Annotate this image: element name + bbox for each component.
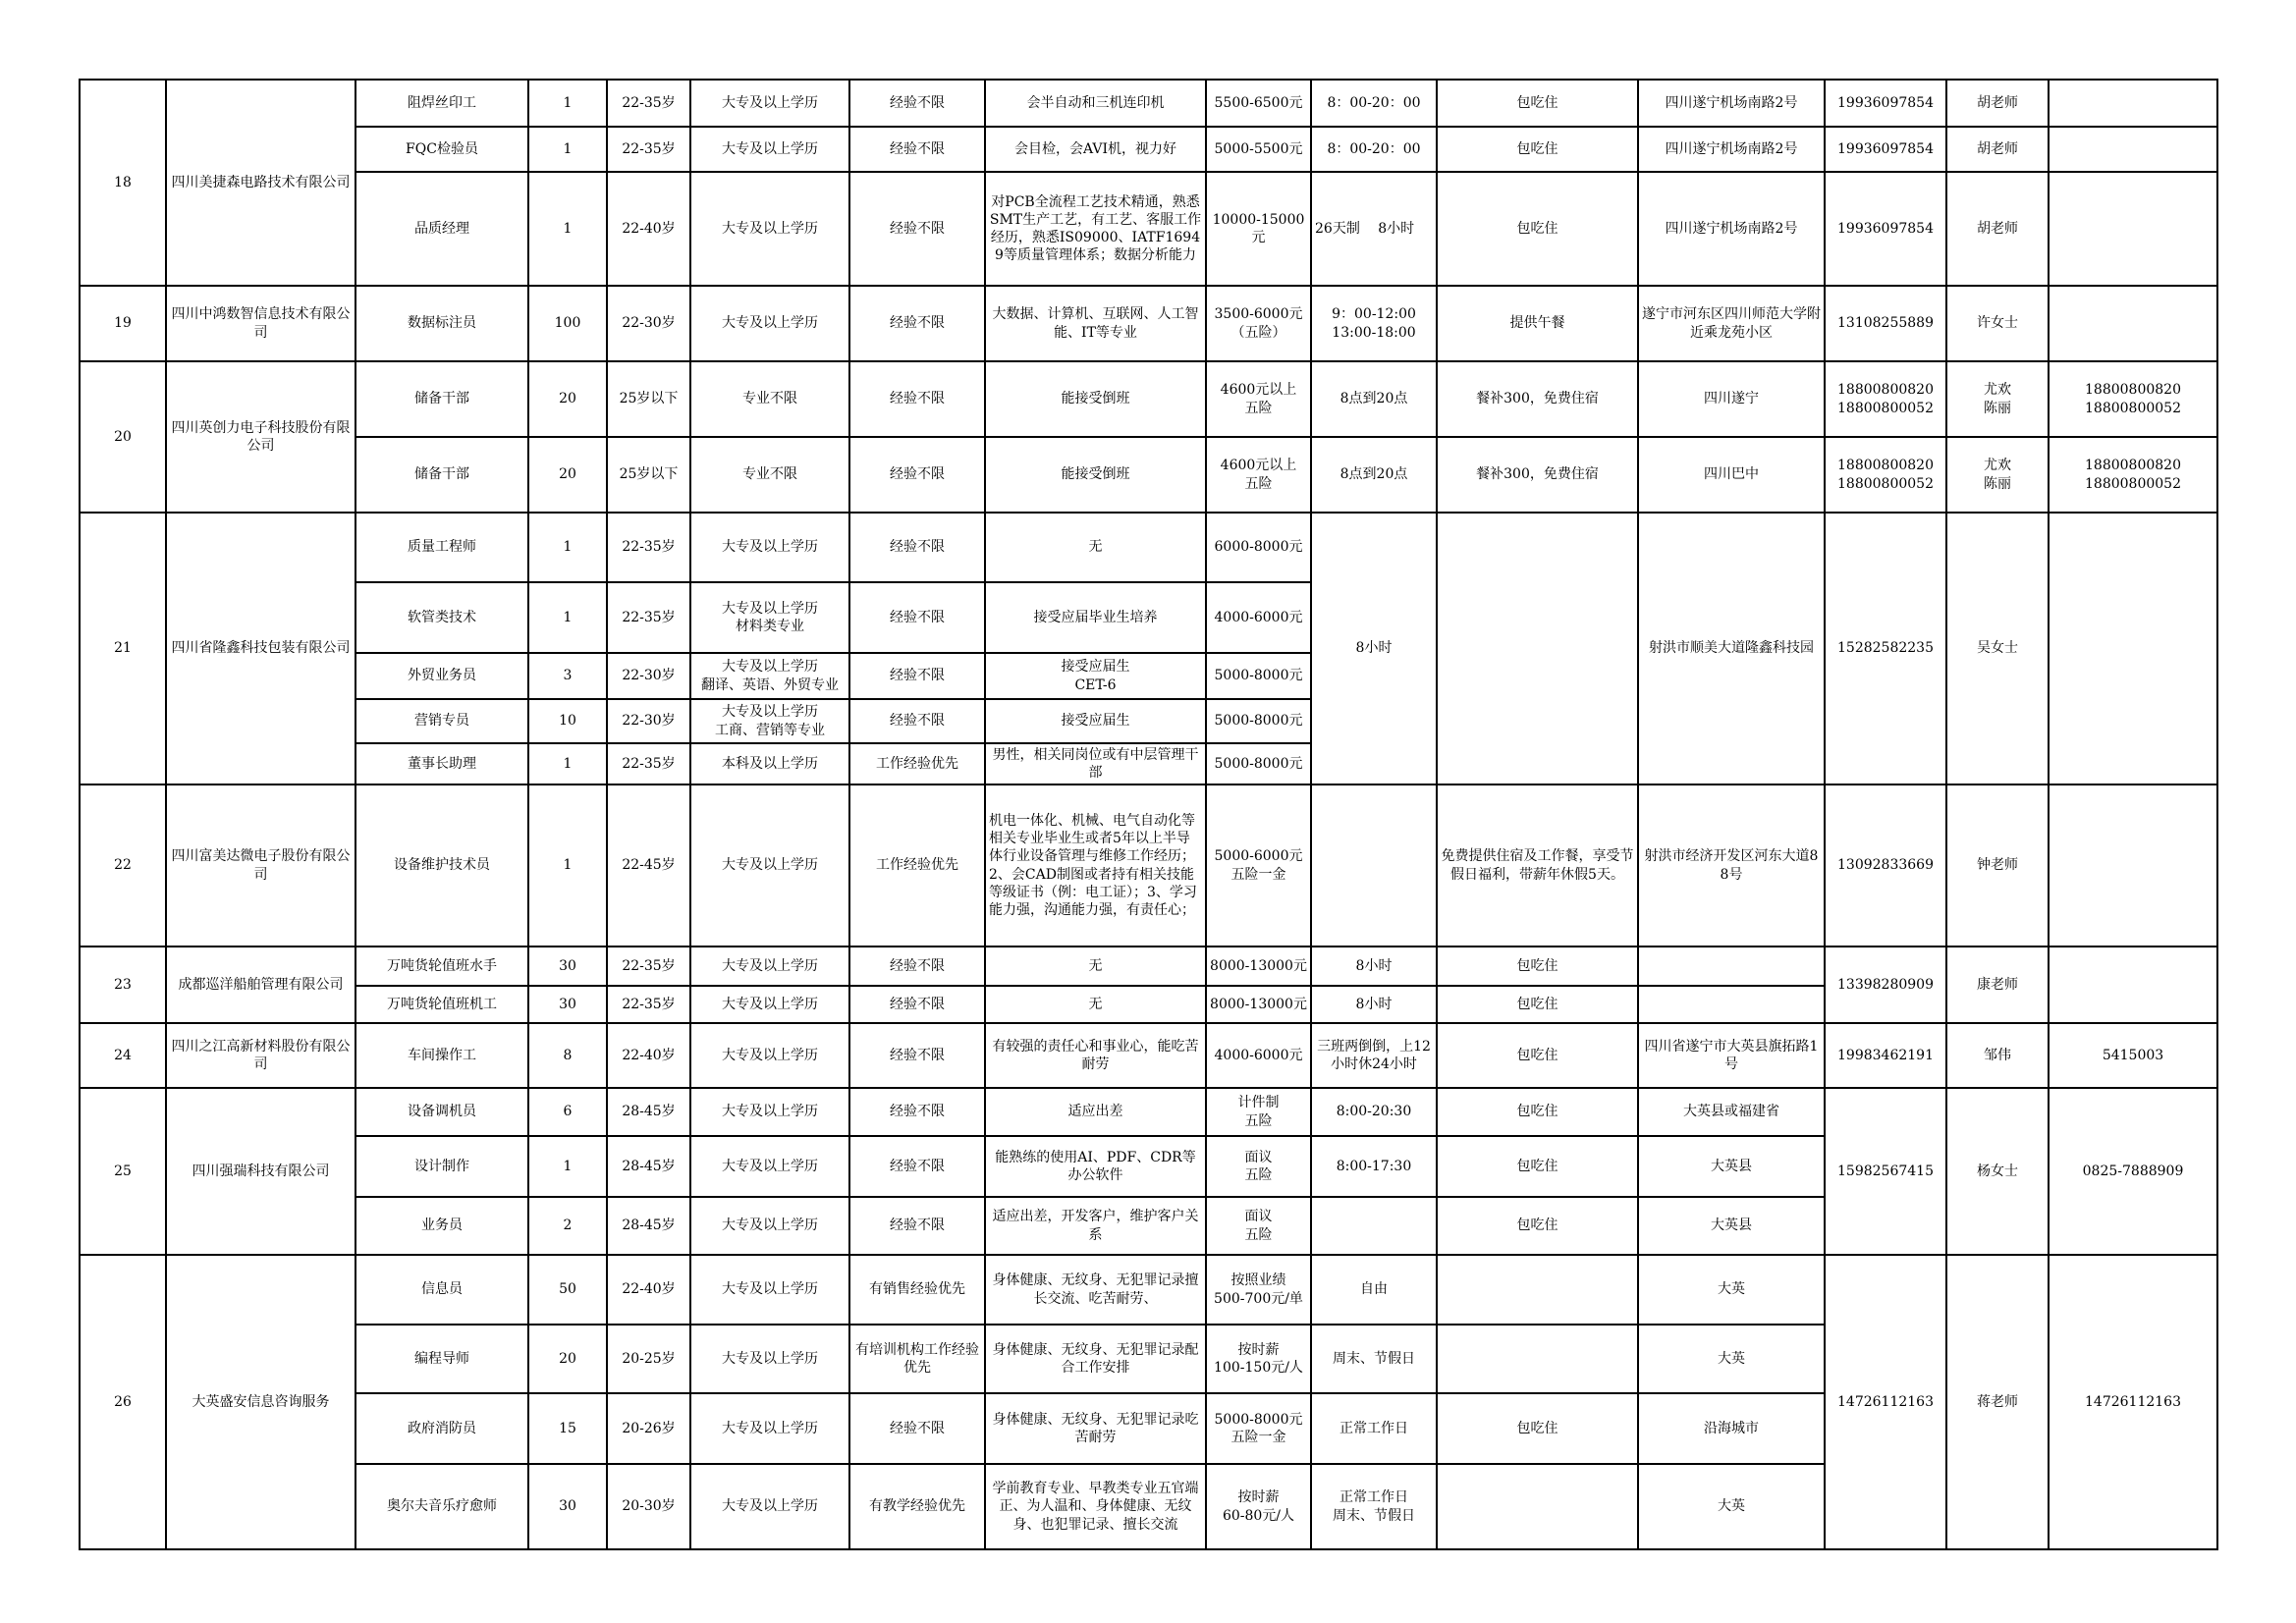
extra-contact: 14726112163 xyxy=(2049,1255,2217,1549)
company-name: 四川英创力电子科技股份有限公司 xyxy=(166,361,355,513)
extra-contact xyxy=(2049,784,2217,947)
contact-person: 邹伟 xyxy=(1946,1023,2049,1088)
experience: 经验不限 xyxy=(849,1136,985,1197)
requirements: 无 xyxy=(985,986,1206,1023)
salary: 按照业绩 500-700元/单 xyxy=(1206,1255,1311,1325)
education: 大专及以上学历 工商、营销等专业 xyxy=(690,699,849,743)
job-title: 储备干部 xyxy=(355,361,528,437)
education: 大专及以上学历 xyxy=(690,127,849,172)
job-title: 质量工程师 xyxy=(355,513,528,582)
education: 本科及以上学历 xyxy=(690,743,849,784)
contact-person: 胡老师 xyxy=(1946,80,2049,127)
requirements: 会半自动和三机连印机 xyxy=(985,80,1206,127)
extra-contact xyxy=(2049,947,2217,1023)
benefits: 餐补300，免费住宿 xyxy=(1437,437,1638,513)
salary: 6000-8000元 xyxy=(1206,513,1311,582)
job-title: 编程导师 xyxy=(355,1325,528,1393)
benefits: 包吃住 xyxy=(1437,127,1638,172)
work-address: 四川遂宁机场南路2号 xyxy=(1638,80,1825,127)
education: 大专及以上学历 翻译、英语、外贸专业 xyxy=(690,653,849,699)
salary: 5000-8000元 xyxy=(1206,743,1311,784)
company-name: 四川富美达微电子股份有限公司 xyxy=(166,784,355,947)
experience: 有销售经验优先 xyxy=(849,1255,985,1325)
headcount: 1 xyxy=(528,513,607,582)
experience: 经验不限 xyxy=(849,361,985,437)
salary: 10000-15000元 xyxy=(1206,172,1311,286)
work-address: 四川遂宁机场南路2号 xyxy=(1638,127,1825,172)
age-range: 22-40岁 xyxy=(607,1255,690,1325)
salary: 5000-5500元 xyxy=(1206,127,1311,172)
headcount: 8 xyxy=(528,1023,607,1088)
headcount: 1 xyxy=(528,1136,607,1197)
table-row xyxy=(80,1088,2217,1136)
age-range: 28-45岁 xyxy=(607,1136,690,1197)
age-range: 22-35岁 xyxy=(607,513,690,582)
age-range: 28-45岁 xyxy=(607,1197,690,1255)
headcount: 6 xyxy=(528,1088,607,1136)
headcount: 1 xyxy=(528,172,607,286)
contact-person: 胡老师 xyxy=(1946,127,2049,172)
benefits: 包吃住 xyxy=(1437,1393,1638,1464)
contact-phone: 13108255889 xyxy=(1825,286,1946,361)
education: 大专及以上学历 xyxy=(690,80,849,127)
work-hours xyxy=(1311,1197,1437,1255)
experience: 经验不限 xyxy=(849,699,985,743)
age-range: 22-35岁 xyxy=(607,986,690,1023)
job-title: 业务员 xyxy=(355,1197,528,1255)
experience: 有教学经验优先 xyxy=(849,1464,985,1549)
headcount: 30 xyxy=(528,947,607,986)
work-hours: 8小时 xyxy=(1311,947,1437,986)
work-hours: 三班两倒倒，上12小时休24小时 xyxy=(1311,1023,1437,1088)
age-range: 22-40岁 xyxy=(607,172,690,286)
education: 大专及以上学历 xyxy=(690,1393,849,1464)
benefits: 包吃住 xyxy=(1437,1023,1638,1088)
salary: 8000-13000元 xyxy=(1206,986,1311,1023)
work-address xyxy=(1638,986,1825,1023)
work-address: 四川遂宁机场南路2号 xyxy=(1638,172,1825,286)
experience: 经验不限 xyxy=(849,1197,985,1255)
table-row xyxy=(80,1023,2217,1088)
contact-person: 杨女士 xyxy=(1946,1088,2049,1255)
age-range: 22-35岁 xyxy=(607,80,690,127)
benefits: 包吃住 xyxy=(1437,1197,1638,1255)
contact-phone: 15282582235 xyxy=(1825,513,1946,784)
headcount: 1 xyxy=(528,784,607,947)
benefits: 提供午餐 xyxy=(1437,286,1638,361)
work-hours: 8：00-20：00 xyxy=(1311,127,1437,172)
experience: 经验不限 xyxy=(849,582,985,653)
table-row xyxy=(80,80,2217,127)
experience: 经验不限 xyxy=(849,286,985,361)
experience: 工作经验优先 xyxy=(849,784,985,947)
job-title: 万吨货轮值班水手 xyxy=(355,947,528,986)
contact-person: 蒋老师 xyxy=(1946,1255,2049,1549)
job-title: 储备干部 xyxy=(355,437,528,513)
requirements: 适应出差，开发客户，维护客户关系 xyxy=(985,1197,1206,1255)
row-number: 22 xyxy=(80,784,166,947)
work-hours: 正常工作日 xyxy=(1311,1393,1437,1464)
salary: 5000-8000元 xyxy=(1206,653,1311,699)
experience: 工作经验优先 xyxy=(849,743,985,784)
education: 大专及以上学历 xyxy=(690,286,849,361)
work-address: 四川巴中 xyxy=(1638,437,1825,513)
job-title: 软管类技术 xyxy=(355,582,528,653)
requirements: 接受应届生 xyxy=(985,699,1206,743)
row-number: 21 xyxy=(80,513,166,784)
requirements: 会目检，会AVI机，视力好 xyxy=(985,127,1206,172)
headcount: 2 xyxy=(528,1197,607,1255)
experience: 经验不限 xyxy=(849,1393,985,1464)
work-address: 大英 xyxy=(1638,1255,1825,1325)
table-body xyxy=(80,80,2217,1549)
contact-person: 胡老师 xyxy=(1946,172,2049,286)
education: 大专及以上学历 xyxy=(690,513,849,582)
contact-phone: 14726112163 xyxy=(1825,1255,1946,1549)
row-number: 18 xyxy=(80,80,166,286)
benefits: 包吃住 xyxy=(1437,1088,1638,1136)
job-title: 品质经理 xyxy=(355,172,528,286)
education: 大专及以上学历 xyxy=(690,1197,849,1255)
table-row xyxy=(80,1255,2217,1325)
work-hours: 8点到20点 xyxy=(1311,361,1437,437)
work-address: 四川遂宁 xyxy=(1638,361,1825,437)
age-range: 22-40岁 xyxy=(607,1023,690,1088)
contact-phone: 19936097854 xyxy=(1825,127,1946,172)
requirements: 有较强的责任心和事业心，能吃苦耐劳 xyxy=(985,1023,1206,1088)
headcount: 20 xyxy=(528,361,607,437)
contact-phone: 19983462191 xyxy=(1825,1023,1946,1088)
company-name: 四川强瑞科技有限公司 xyxy=(166,1088,355,1255)
education: 大专及以上学历 xyxy=(690,947,849,986)
extra-contact xyxy=(2049,286,2217,361)
row-number: 25 xyxy=(80,1088,166,1255)
work-hours: 8点到20点 xyxy=(1311,437,1437,513)
job-listing-table xyxy=(79,79,2218,1550)
work-hours xyxy=(1311,784,1437,947)
experience: 经验不限 xyxy=(849,172,985,286)
salary: 5500-6500元 xyxy=(1206,80,1311,127)
table-row xyxy=(80,513,2217,582)
experience: 经验不限 xyxy=(849,513,985,582)
experience: 经验不限 xyxy=(849,1023,985,1088)
education: 大专及以上学历 xyxy=(690,1088,849,1136)
education: 大专及以上学历 xyxy=(690,172,849,286)
extra-contact xyxy=(2049,172,2217,286)
headcount: 1 xyxy=(528,127,607,172)
contact-person: 钟老师 xyxy=(1946,784,2049,947)
contact-phone: 18800800820 18800800052 xyxy=(1825,437,1946,513)
work-hours: 自由 xyxy=(1311,1255,1437,1325)
education: 大专及以上学历 材料类专业 xyxy=(690,582,849,653)
salary: 4000-6000元 xyxy=(1206,1023,1311,1088)
company-name: 成都巡洋船舶管理有限公司 xyxy=(166,947,355,1023)
requirements: 能熟练的使用AI、PDF、CDR等办公软件 xyxy=(985,1136,1206,1197)
benefits xyxy=(1437,1464,1638,1549)
requirements: 机电一体化、机械、电气自动化等相关专业毕业生或者5年以上半导体行业设备管理与维修工作经历；2、会CAD制图或者持有相关技能等级证书（例：电工证）；3、学习能力强，沟通能力强，有责任心； xyxy=(985,784,1206,947)
contact-phone: 18800800820 18800800052 xyxy=(1825,361,1946,437)
age-range: 22-35岁 xyxy=(607,127,690,172)
education: 大专及以上学历 xyxy=(690,1023,849,1088)
education: 专业不限 xyxy=(690,437,849,513)
requirements: 身体健康、无纹身、无犯罪记录配合工作安排 xyxy=(985,1325,1206,1393)
age-range: 20-30岁 xyxy=(607,1464,690,1549)
salary: 4600元以上 五险 xyxy=(1206,437,1311,513)
contact-phone: 13398280909 xyxy=(1825,947,1946,1023)
age-range: 28-45岁 xyxy=(607,1088,690,1136)
job-title: 营销专员 xyxy=(355,699,528,743)
requirements: 男性，相关同岗位或有中层管理干部 xyxy=(985,743,1206,784)
job-title: 董事长助理 xyxy=(355,743,528,784)
job-title: 万吨货轮值班机工 xyxy=(355,986,528,1023)
table-row xyxy=(80,361,2217,437)
benefits: 包吃住 xyxy=(1437,172,1638,286)
headcount: 30 xyxy=(528,1464,607,1549)
row-number: 20 xyxy=(80,361,166,513)
education: 专业不限 xyxy=(690,361,849,437)
contact-person: 尤欢 陈丽 xyxy=(1946,437,2049,513)
headcount: 1 xyxy=(528,743,607,784)
benefits: 免费提供住宿及工作餐，享受节假日福利，带薪年休假5天。 xyxy=(1437,784,1638,947)
experience: 经验不限 xyxy=(849,947,985,986)
company-name: 大英盛安信息咨询服务 xyxy=(166,1255,355,1549)
contact-person: 吴女士 xyxy=(1946,513,2049,784)
requirements: 接受应届毕业生培养 xyxy=(985,582,1206,653)
headcount: 3 xyxy=(528,653,607,699)
extra-contact xyxy=(2049,513,2217,784)
salary: 5000-8000元 xyxy=(1206,699,1311,743)
benefits: 包吃住 xyxy=(1437,986,1638,1023)
row-number: 24 xyxy=(80,1023,166,1088)
experience: 经验不限 xyxy=(849,80,985,127)
work-hours: 8小时 xyxy=(1311,513,1437,784)
company-name: 四川省隆鑫科技包装有限公司 xyxy=(166,513,355,784)
contact-person: 许女士 xyxy=(1946,286,2049,361)
age-range: 22-35岁 xyxy=(607,947,690,986)
work-address: 大英县或福建省 xyxy=(1638,1088,1825,1136)
requirements: 能接受倒班 xyxy=(985,437,1206,513)
experience: 经验不限 xyxy=(849,1088,985,1136)
headcount: 100 xyxy=(528,286,607,361)
work-address: 大英县 xyxy=(1638,1197,1825,1255)
extra-contact xyxy=(2049,127,2217,172)
salary: 按时薪 60-80元/人 xyxy=(1206,1464,1311,1549)
age-range: 20-26岁 xyxy=(607,1393,690,1464)
age-range: 25岁以下 xyxy=(607,361,690,437)
work-address: 大英县 xyxy=(1638,1136,1825,1197)
experience: 经验不限 xyxy=(849,986,985,1023)
salary: 5000-6000元 五险一金 xyxy=(1206,784,1311,947)
education: 大专及以上学历 xyxy=(690,1464,849,1549)
salary: 8000-13000元 xyxy=(1206,947,1311,986)
job-title: 外贸业务员 xyxy=(355,653,528,699)
headcount: 20 xyxy=(528,1325,607,1393)
age-range: 22-45岁 xyxy=(607,784,690,947)
work-hours: 26天制 8小时 xyxy=(1311,172,1437,286)
company-name: 四川之江高新材料股份有限公司 xyxy=(166,1023,355,1088)
experience: 经验不限 xyxy=(849,127,985,172)
work-address: 遂宁市河东区四川师范大学附近乘龙苑小区 xyxy=(1638,286,1825,361)
age-range: 22-30岁 xyxy=(607,699,690,743)
job-title: 设备调机员 xyxy=(355,1088,528,1136)
salary: 4000-6000元 xyxy=(1206,582,1311,653)
work-hours: 8：00-20：00 xyxy=(1311,80,1437,127)
age-range: 22-35岁 xyxy=(607,743,690,784)
age-range: 20-25岁 xyxy=(607,1325,690,1393)
salary: 按时薪 100-150元/人 xyxy=(1206,1325,1311,1393)
experience: 有培训机构工作经验优先 xyxy=(849,1325,985,1393)
job-title: 车间操作工 xyxy=(355,1023,528,1088)
age-range: 22-30岁 xyxy=(607,653,690,699)
job-title: 数据标注员 xyxy=(355,286,528,361)
education: 大专及以上学历 xyxy=(690,1255,849,1325)
job-title: 设计制作 xyxy=(355,1136,528,1197)
benefits: 包吃住 xyxy=(1437,947,1638,986)
requirements: 身体健康、无纹身、无犯罪记录擅长交流、吃苦耐劳、 xyxy=(985,1255,1206,1325)
benefits: 包吃住 xyxy=(1437,80,1638,127)
table-row xyxy=(80,437,2217,513)
contact-phone: 19936097854 xyxy=(1825,172,1946,286)
age-range: 25岁以下 xyxy=(607,437,690,513)
work-address: 射洪市顺美大道隆鑫科技园 xyxy=(1638,513,1825,784)
contact-phone: 15982567415 xyxy=(1825,1088,1946,1255)
headcount: 1 xyxy=(528,582,607,653)
requirements: 适应出差 xyxy=(985,1088,1206,1136)
salary: 计件制 五险 xyxy=(1206,1088,1311,1136)
benefits xyxy=(1437,1325,1638,1393)
job-title: 设备维护技术员 xyxy=(355,784,528,947)
job-title: 信息员 xyxy=(355,1255,528,1325)
extra-contact: 0825-7888909 xyxy=(2049,1088,2217,1255)
work-hours: 8小时 xyxy=(1311,986,1437,1023)
table-row xyxy=(80,784,2217,947)
benefits xyxy=(1437,1255,1638,1325)
requirements: 大数据、计算机、互联网、人工智能、IT等专业 xyxy=(985,286,1206,361)
headcount: 50 xyxy=(528,1255,607,1325)
table-row xyxy=(80,947,2217,986)
benefits: 餐补300，免费住宿 xyxy=(1437,361,1638,437)
headcount: 30 xyxy=(528,986,607,1023)
education: 大专及以上学历 xyxy=(690,1136,849,1197)
requirements: 无 xyxy=(985,947,1206,986)
extra-contact xyxy=(2049,80,2217,127)
salary: 4600元以上 五险 xyxy=(1206,361,1311,437)
contact-phone: 13092833669 xyxy=(1825,784,1946,947)
headcount: 20 xyxy=(528,437,607,513)
education: 大专及以上学历 xyxy=(690,986,849,1023)
experience: 经验不限 xyxy=(849,653,985,699)
salary: 3500-6000元 （五险） xyxy=(1206,286,1311,361)
work-hours: 周末、节假日 xyxy=(1311,1325,1437,1393)
work-hours: 正常工作日 周末、节假日 xyxy=(1311,1464,1437,1549)
age-range: 22-30岁 xyxy=(607,286,690,361)
company-name: 四川中鸿数智信息技术有限公司 xyxy=(166,286,355,361)
headcount: 10 xyxy=(528,699,607,743)
work-hours: 8:00-17:30 xyxy=(1311,1136,1437,1197)
salary: 5000-8000元 五险一金 xyxy=(1206,1393,1311,1464)
work-address: 大英 xyxy=(1638,1325,1825,1393)
table-row xyxy=(80,286,2217,361)
experience: 经验不限 xyxy=(849,437,985,513)
contact-person: 康老师 xyxy=(1946,947,2049,1023)
job-title: 奥尔夫音乐疗愈师 xyxy=(355,1464,528,1549)
requirements: 身体健康、无纹身、无犯罪记录吃苦耐劳 xyxy=(985,1393,1206,1464)
benefits xyxy=(1437,513,1638,784)
extra-contact: 18800800820 18800800052 xyxy=(2049,361,2217,437)
table-row xyxy=(80,172,2217,286)
extra-contact: 18800800820 18800800052 xyxy=(2049,437,2217,513)
row-number: 23 xyxy=(80,947,166,1023)
row-number: 19 xyxy=(80,286,166,361)
row-number: 26 xyxy=(80,1255,166,1549)
work-address: 四川省遂宁市大英县旗拓路1号 xyxy=(1638,1023,1825,1088)
job-title: 政府消防员 xyxy=(355,1393,528,1464)
requirements: 无 xyxy=(985,513,1206,582)
headcount: 15 xyxy=(528,1393,607,1464)
education: 大专及以上学历 xyxy=(690,1325,849,1393)
requirements: 接受应届生 CET-6 xyxy=(985,653,1206,699)
contact-phone: 19936097854 xyxy=(1825,80,1946,127)
company-name: 四川美捷森电路技术有限公司 xyxy=(166,80,355,286)
job-title: FQC检验员 xyxy=(355,127,528,172)
salary: 面议 五险 xyxy=(1206,1136,1311,1197)
requirements: 学前教育专业、早教类专业五官端正、为人温和、身体健康、无纹身、也犯罪记录、擅长交流 xyxy=(985,1464,1206,1549)
salary: 面议 五险 xyxy=(1206,1197,1311,1255)
age-range: 22-35岁 xyxy=(607,582,690,653)
work-hours: 9：00-12:00 13:00-18:00 xyxy=(1311,286,1437,361)
job-title: 阻焊丝印工 xyxy=(355,80,528,127)
extra-contact: 5415003 xyxy=(2049,1023,2217,1088)
work-hours: 8:00-20:30 xyxy=(1311,1088,1437,1136)
work-address: 射洪市经济开发区河东大道88号 xyxy=(1638,784,1825,947)
benefits: 包吃住 xyxy=(1437,1136,1638,1197)
work-address: 沿海城市 xyxy=(1638,1393,1825,1464)
education: 大专及以上学历 xyxy=(690,784,849,947)
work-address: 大英 xyxy=(1638,1464,1825,1549)
requirements: 能接受倒班 xyxy=(985,361,1206,437)
requirements: 对PCB全流程工艺技术精通，熟悉SMT生产工艺，有工艺、客服工作经历，熟悉IS09000、IATF16949等质量管理体系；数据分析能力 xyxy=(985,172,1206,286)
contact-person: 尤欢 陈丽 xyxy=(1946,361,2049,437)
table-row xyxy=(80,127,2217,172)
headcount: 1 xyxy=(528,80,607,127)
work-address xyxy=(1638,947,1825,986)
